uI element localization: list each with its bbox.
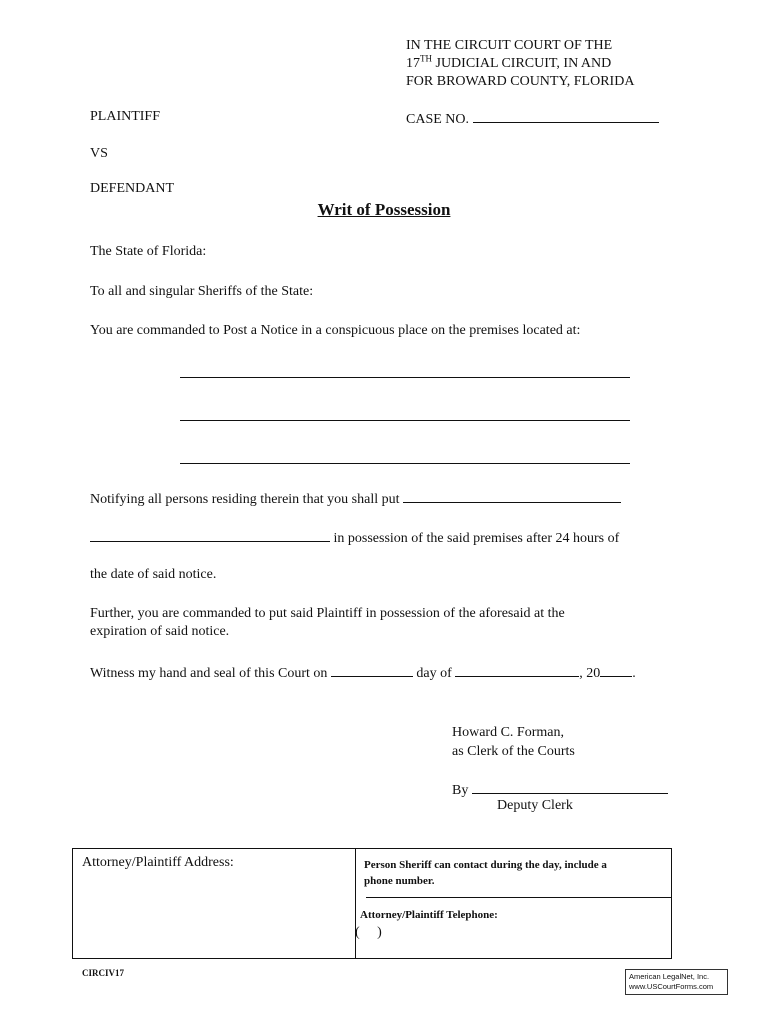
by-line [452, 780, 668, 799]
clerk-name: Howard C. Forman, [452, 725, 564, 740]
witness-line [90, 663, 636, 682]
notifying-text: Notifying all persons residing therein that you shall put [90, 492, 400, 507]
witness-year-blank[interactable] [600, 663, 632, 677]
further-line-2: expiration of said notice. [90, 624, 230, 639]
court-line-1: IN THE CIRCUIT COURT OF THE [406, 38, 613, 53]
attorney-address-label: Attorney/Plaintiff Address: [82, 855, 234, 870]
commanded-line: You are commanded to Post a Notice in a conspicuous place on the premises located at: [90, 323, 581, 338]
date-of-notice-line: the date of said notice. [90, 567, 217, 582]
circuit-suffix: TH [420, 53, 432, 64]
publisher-stamp [625, 969, 728, 995]
vs-label: VS [90, 146, 108, 161]
court-line-2 [406, 55, 634, 73]
by-label: By [452, 783, 469, 798]
deputy-clerk-label: Deputy Clerk [497, 798, 573, 813]
box-divider [355, 849, 356, 958]
witness-day-of: day of [416, 666, 452, 681]
further-paragraph [90, 605, 565, 641]
attorney-telephone-label: Attorney/Plaintiff Telephone: [360, 909, 498, 921]
state-line: The State of Florida: [90, 244, 207, 259]
witness-year-prefix: , 20 [579, 666, 601, 681]
sheriff-contact-line-1: Person Sheriff can contact during the day, include a [364, 859, 607, 871]
document-title: Writ of Possession [317, 200, 451, 219]
court-line-2-rest: JUDICIAL CIRCUIT, IN AND [432, 56, 612, 71]
possession-after-text: in possession of the said premises after 24 hours of [333, 531, 620, 546]
plaintiff-label: PLAINTIFF [90, 109, 161, 124]
clerk-signature-block [452, 723, 575, 761]
further-line-1: Further, you are commanded to put said Plaintiff in possession of the aforesaid at the [90, 606, 565, 621]
premises-address-line-1[interactable] [180, 377, 630, 378]
case-number-field[interactable] [406, 109, 659, 128]
case-number-blank[interactable] [473, 109, 659, 123]
witness-period: . [632, 666, 636, 681]
to-all-sheriffs-line: To all and singular Sheriffs of the State: [90, 284, 314, 299]
contact-divider-line [366, 897, 671, 898]
sheriff-contact-line-2: phone number. [364, 875, 435, 887]
deputy-signature-blank[interactable] [472, 780, 668, 794]
circuit-number: 17 [406, 56, 420, 71]
possession-line [90, 528, 619, 547]
possessor-name-blank-2[interactable] [90, 528, 330, 542]
witness-text: Witness my hand and seal of this Court on [90, 666, 328, 681]
court-line-3: FOR BROWARD COUNTY, FLORIDA [406, 74, 635, 89]
premises-address-line-2[interactable] [180, 420, 630, 421]
court-header [406, 37, 634, 91]
premises-address-line-3[interactable] [180, 463, 630, 464]
attorney-telephone-field[interactable]: ( ) [355, 925, 382, 940]
possessor-name-blank-1[interactable] [403, 489, 621, 503]
sheriff-contact-note [364, 857, 607, 889]
publisher-url: www.USCourtForms.com [629, 982, 714, 991]
notifying-line [90, 489, 621, 508]
publisher-name: American LegalNet, Inc. [629, 972, 710, 981]
witness-day-blank[interactable] [331, 663, 413, 677]
witness-month-blank[interactable] [455, 663, 579, 677]
defendant-label: DEFENDANT [90, 181, 174, 196]
form-code: CIRCIV17 [82, 968, 125, 978]
case-number-label: CASE NO. [406, 112, 470, 127]
clerk-role: as Clerk of the Courts [452, 744, 575, 759]
